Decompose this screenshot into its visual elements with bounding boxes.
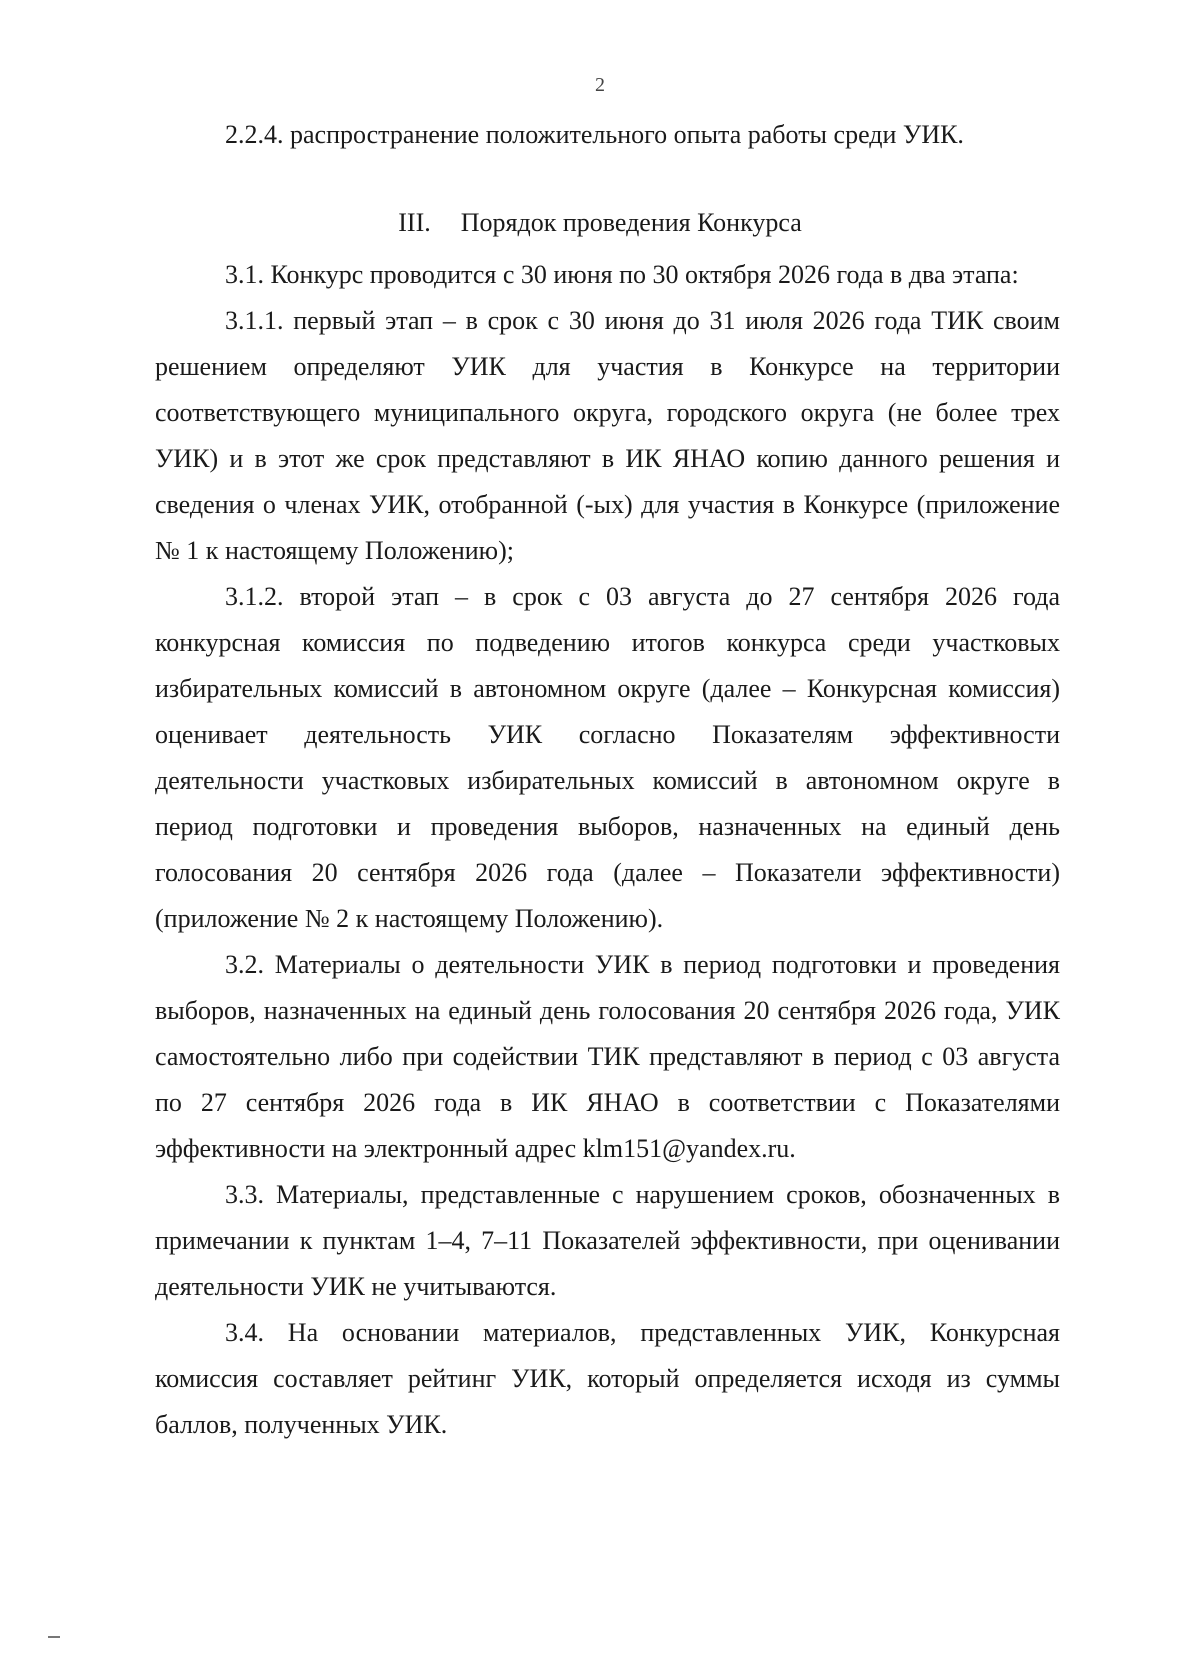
clause-3-1: 3.1. Конкурс проводится с 30 июня по 30 октября 2026 года в два этапа:	[225, 260, 1019, 289]
clause-3-2: 3.2. Материалы о деятельности УИК в период подготовки и проведения выборов, назначенных на единый день голосования 20 сентября 2026 года, УИК самостоятельно либо при содействии ТИК представляют в период с 03 августа по 27 сентября 2026 года в ИК ЯНАО в соответствии с Показателями эффективности на электронный адрес klm151@yandex.ru.	[155, 950, 1060, 1163]
section-3-body	[155, 252, 1060, 1448]
clause-2-2-4-text: 2.2.4. распространение положительного опыта работы среди УИК.	[225, 120, 964, 149]
page-number: 2	[595, 74, 605, 96]
clause-3-4: 3.4. На основании материалов, представленных УИК, Конкурсная комиссия составляет рейтинг УИК, который определяется исходя из суммы баллов, полученных УИК.	[155, 1318, 1060, 1439]
clause-3-3: 3.3. Материалы, представленные с нарушением сроков, обозначенных в примечании к пунктам 1–4, 7–11 Показателей эффективности, при оценивании деятельности УИК не учитываются.	[155, 1180, 1060, 1301]
section-3-heading	[0, 200, 1200, 246]
clause-3-1-2: 3.1.2. второй этап – в срок с 03 августа до 27 сентября 2026 года конкурсная комиссия по подведению итогов конкурса среди участковых избирательных комиссий в автономном округе (далее – Конкурсная комиссия) оценивает деятельность УИК согласно Показателям эффективности деятельности участковых избирательных комиссий в автономном округе в период подготовки и проведения выборов, назначенных на единый день голосования 20 сентября 2026 года (далее – Показатели эффективности) (приложение № 2 к настоящему Положению).	[155, 582, 1060, 933]
section-3-number: III.	[398, 208, 431, 237]
scan-mark	[48, 1636, 60, 1638]
clause-3-1-1: 3.1.1. первый этап – в срок с 30 июня до 31 июля 2026 года ТИК своим решением определяют УИК для участия в Конкурсе на территории соответствующего муниципального округа, городского округа (не более трех УИК) и в этот же срок представляют в ИК ЯНАО копию данного решения и сведения о членах УИК, отобранной (-ых) для участия в Конкурсе (приложение № 1 к настоящему Положению);	[155, 306, 1060, 565]
section-3-title: Порядок проведения Конкурса	[460, 208, 802, 237]
clause-2-2-4	[155, 112, 1060, 158]
